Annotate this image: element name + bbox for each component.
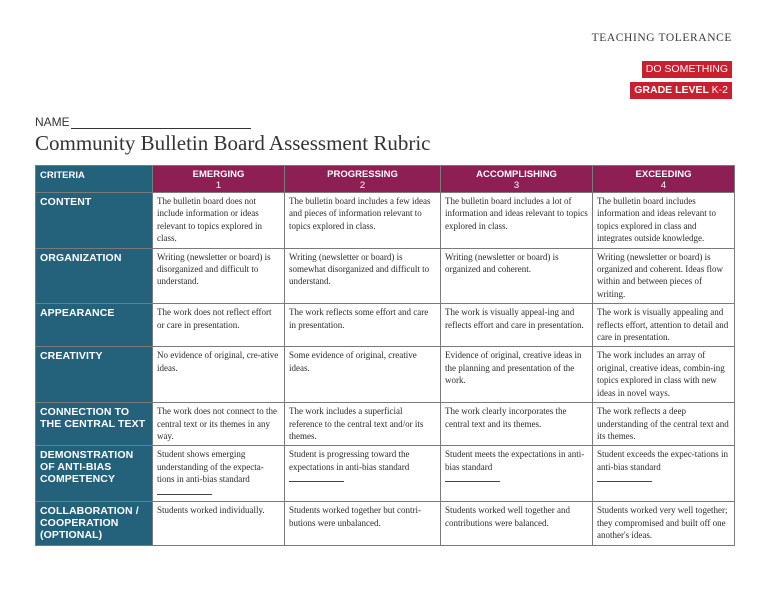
standard-blank[interactable] <box>597 473 652 482</box>
table-cell: The bulletin board includes a few ideas and pieces of information relevant to topics explored in class. <box>285 193 441 249</box>
table-row <box>36 502 735 545</box>
table-row <box>36 446 735 502</box>
level-label: EXCEEDING <box>635 169 692 180</box>
level-header-exceeding <box>593 166 735 193</box>
brand-name: TEACHING TOLERANCE <box>591 32 732 44</box>
level-header-progressing <box>285 166 441 193</box>
grade-level-tag <box>630 82 732 99</box>
criteria-appearance: APPEARANCE <box>36 304 153 347</box>
criteria-header: CRITERIA <box>36 166 153 193</box>
criteria-connection: CONNECTION TO THE CENTRAL TEXT <box>36 403 153 446</box>
cell-text: Student shows emerging understanding of the expecta-tions in anti-bias standard <box>157 449 264 485</box>
table-cell: Students worked well together and contributions were balanced. <box>441 502 593 545</box>
table-cell: The work does not connect to the central text or its themes in any way. <box>153 403 285 446</box>
grade-level-value: K-2 <box>711 84 728 96</box>
level-number: 3 <box>513 180 520 191</box>
table-cell: Students worked individually. <box>153 502 285 545</box>
criteria-organization: ORGANIZATION <box>36 248 153 304</box>
criteria-creativity: CREATIVITY <box>36 347 153 403</box>
table-cell: Evidence of original, creative ideas in the planning and presentation of the work. <box>441 347 593 403</box>
table-cell <box>593 446 735 502</box>
level-label: ACCOMPLISHING <box>476 169 557 180</box>
level-header-accomplishing <box>441 166 593 193</box>
table-cell: Students worked together but contri-butions were unbalanced. <box>285 502 441 545</box>
table-row <box>36 347 735 403</box>
table-row <box>36 403 735 446</box>
criteria-content: CONTENT <box>36 193 153 249</box>
table-cell <box>441 446 593 502</box>
page-title: Community Bulletin Board Assessment Rubric <box>35 131 431 155</box>
table-cell: The work is visually appealing and reflects effort, attention to detail and care in presentation. <box>593 304 735 347</box>
table-cell: The work is visually appeal-ing and reflects effort and care in presentation. <box>441 304 593 347</box>
table-cell: Some evidence of original, creative ideas. <box>285 347 441 403</box>
cell-text: Student is progressing toward the expectations in anti-bias standard <box>289 449 410 472</box>
grade-level-label: GRADE LEVEL <box>634 84 709 96</box>
table-cell: Writing (newsletter or board) is organized and coherent. Ideas flow within and between pieces of writing. <box>593 248 735 304</box>
do-something-tag: DO SOMETHING <box>642 61 732 78</box>
cell-text: Student exceeds the expec-tations in anti-bias standard <box>597 449 728 472</box>
level-header-emerging <box>153 166 285 193</box>
standard-blank[interactable] <box>157 486 212 495</box>
criteria-anti-bias: DEMONSTRATION OF ANTI-BIAS COMPETENCY <box>36 446 153 502</box>
table-row <box>36 193 735 249</box>
table-cell: Writing (newsletter or board) is organized and coherent. <box>441 248 593 304</box>
table-cell: Writing (newsletter or board) is somewhat disorganized and difficult to understand. <box>285 248 441 304</box>
table-cell: Students worked very well together; they compromised and built off one another's ideas. <box>593 502 735 545</box>
level-number: 2 <box>359 180 366 191</box>
table-cell: The work does not reflect effort or care in presentation. <box>153 304 285 347</box>
table-cell: No evidence of original, cre-ative ideas. <box>153 347 285 403</box>
table-cell: The work clearly incorporates the central text and its themes. <box>441 403 593 446</box>
table-cell <box>285 446 441 502</box>
table-row <box>36 304 735 347</box>
table-cell: The work includes an array of original, creative ideas, combin-ing topics explored in class with new ideas in novel ways. <box>593 347 735 403</box>
name-field <box>35 115 251 129</box>
level-number: 4 <box>660 180 667 191</box>
table-row <box>36 248 735 304</box>
rubric-header-row <box>36 166 735 193</box>
table-cell: Writing (newsletter or board) is disorganized and difficult to understand. <box>153 248 285 304</box>
table-cell: The bulletin board does not include information or ideas relevant to topics explored in class. <box>153 193 285 249</box>
name-label: NAME <box>35 115 70 129</box>
table-cell: The work reflects a deep understanding of the central text and its themes. <box>593 403 735 446</box>
table-cell: The work reflects some effort and care in presentation. <box>285 304 441 347</box>
level-number: 1 <box>215 180 222 191</box>
table-cell: The work includes a superficial reference to the central text and/or its themes. <box>285 403 441 446</box>
standard-blank[interactable] <box>445 473 500 482</box>
level-label: EMERGING <box>192 169 245 180</box>
criteria-collaboration: COLLABORATION / COOPERATION (OPTIONAL) <box>36 502 153 545</box>
cell-text: Student meets the expectations in anti-bias standard <box>445 449 585 472</box>
name-blank[interactable] <box>71 117 251 129</box>
rubric-table <box>35 165 735 546</box>
table-cell <box>153 446 285 502</box>
level-label: PROGRESSING <box>327 169 398 180</box>
table-cell: The bulletin board includes a lot of information and ideas relevant to topics explored in class. <box>441 193 593 249</box>
table-cell: The bulletin board includes information and ideas relevant to topics explored in class and integrates outside knowledge. <box>593 193 735 249</box>
standard-blank[interactable] <box>289 473 344 482</box>
